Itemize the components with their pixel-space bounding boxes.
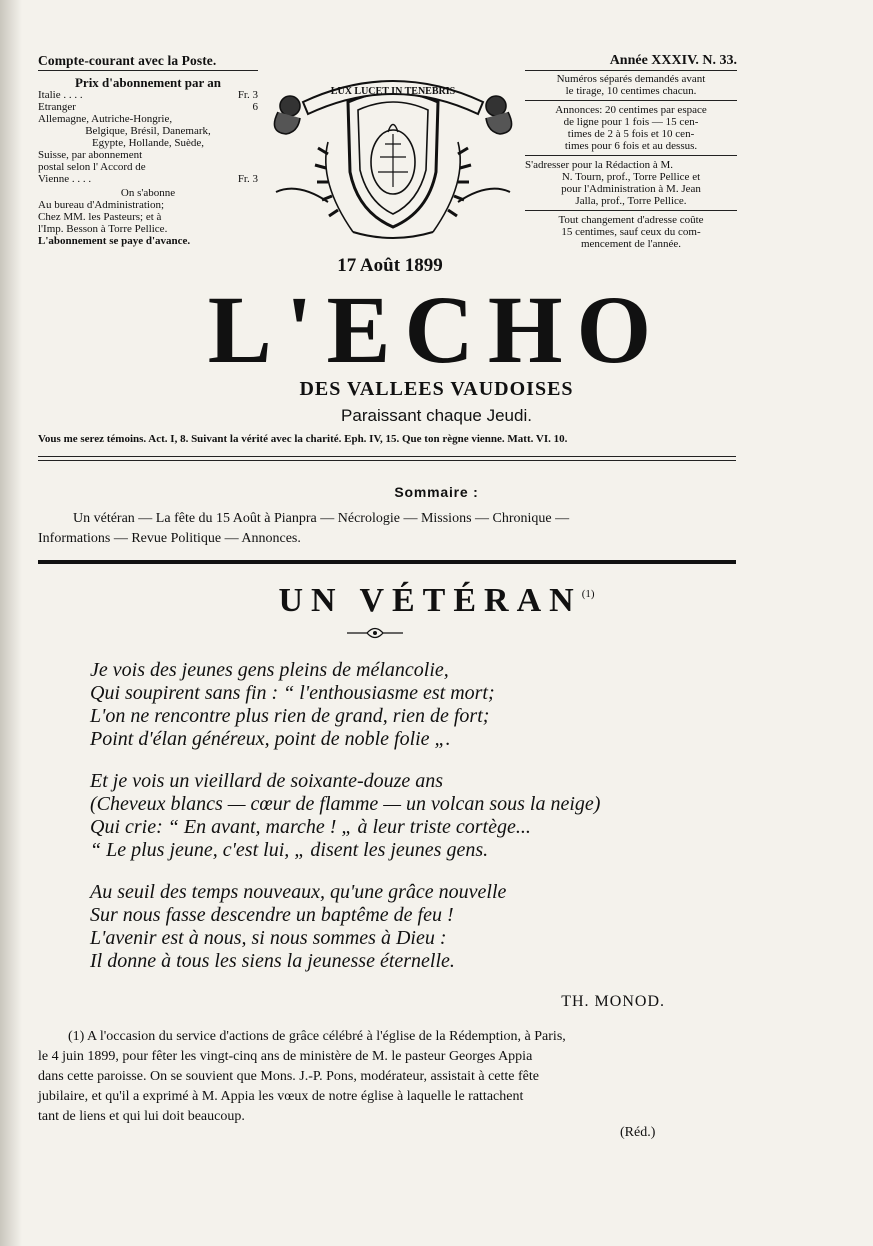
verse: Au seuil des temps nouveaux, qu'une grâce nouvelle xyxy=(90,881,507,903)
subscription-title: Prix d'abonnement par an xyxy=(74,75,222,90)
rate-label: Etranger xyxy=(38,101,76,113)
ornament-icon xyxy=(345,624,405,642)
issue-date: 17 Août 1899 xyxy=(337,255,443,276)
office-line: Au bureau d'Administration; xyxy=(38,199,165,211)
rate-row xyxy=(38,101,258,113)
divider xyxy=(38,560,736,564)
newspaper-title: L'ECHO xyxy=(207,276,666,383)
address-line: S'adresser pour la Rédaction à M. xyxy=(525,159,673,171)
subscription-info xyxy=(38,55,258,247)
publication-frequency: Paraissant chaque Jeudi. xyxy=(341,406,532,425)
divider xyxy=(38,456,736,457)
scripture-motto: Vous me serez témoins. Act. I, 8. Suivant la vérité avec la charité. Eph. IV, 15. Que ton règne vienne. Matt. VI. 10. xyxy=(38,433,568,445)
summary-title: Sommaire : xyxy=(394,484,479,500)
address-info xyxy=(525,159,737,207)
stanza xyxy=(90,770,600,862)
verse: Point d'élan généreux, point de noble folie „. xyxy=(90,728,451,750)
footnote-line: dans cette paroisse. On se souvient que Mons. J.-P. Pons, modérateur, assistait à cette fête xyxy=(38,1069,539,1084)
address-line: Jalla, prof., Torre Pellice. xyxy=(575,195,687,207)
emblem-motto: LUX LUCET IN TENEBRIS xyxy=(330,86,456,97)
verse: L'on ne rencontre plus rien de grand, rien de fort; xyxy=(90,705,490,727)
stanza xyxy=(90,659,600,751)
footnote-line: tant de liens et qui lui doit beaucoup. xyxy=(38,1109,245,1124)
rate-value: Fr. 3 xyxy=(237,89,258,101)
office-line: l'Imp. Besson à Torre Pellice. xyxy=(38,223,168,235)
countries-line: Egypte, Hollande, Suède, xyxy=(91,137,205,149)
countries-line: Allemagne, Autriche-Hongrie, xyxy=(38,113,173,125)
summary-line: Informations — Revue Politique — Annonces. xyxy=(38,531,301,546)
change-line: Tout changement d'adresse coûte xyxy=(558,214,704,226)
footnote-line: le 4 juin 1899, pour fêter les vingt-cinq ans de ministère de M. le pasteur Georges Appia xyxy=(38,1049,533,1064)
ads-line: times de 2 à 5 fois et 10 cen- xyxy=(567,128,695,140)
rate-value: 6 xyxy=(252,101,258,113)
rate-label: Vienne . . . . xyxy=(38,173,92,185)
verse: Sur nous fasse descendre un baptême de feu ! xyxy=(90,904,454,926)
footnote-signature: (Réd.) xyxy=(620,1125,656,1140)
ads-line: times pour 6 fois et au dessus. xyxy=(564,140,698,152)
emblem-icon xyxy=(268,62,518,247)
rate-label: Italie . . . . xyxy=(38,89,83,101)
year-number: Année XXXIV. N. 33. xyxy=(609,53,737,68)
paper-edge-shadow xyxy=(0,0,22,1246)
ads-line: Annonces: 20 centimes par espace xyxy=(555,104,707,116)
poem xyxy=(90,659,600,992)
single-issue-line: Numéros séparés demandés avant xyxy=(556,73,706,85)
divider xyxy=(525,70,737,71)
ads-rates xyxy=(525,104,737,152)
ads-line: de ligne pour 1 fois — 15 cen- xyxy=(563,116,699,128)
verse: Qui crie: “ En avant, marche ! „ à leur triste cortège... xyxy=(90,816,531,838)
newspaper-subtitle: DES VALLEES VAUDOISES xyxy=(299,378,574,400)
change-line: 15 centimes, sauf ceux du com- xyxy=(561,226,701,238)
office-line: Chez MM. les Pasteurs; et à xyxy=(38,211,162,223)
footnote xyxy=(38,1027,738,1127)
countries-line: postal selon l' Accord de xyxy=(38,161,146,173)
account-line: Compte-courant avec la Poste. xyxy=(38,53,217,68)
footnote-line: jubilaire, et qu'il a exprimé à M. Appia les vœux de notre église à laquelle le rattachent xyxy=(38,1089,524,1104)
change-line: mencement de l'année. xyxy=(580,238,681,250)
divider xyxy=(525,100,737,101)
verse: (Cheveux blancs — cœur de flamme — un volcan sous la neige) xyxy=(90,793,601,815)
address-change xyxy=(525,214,737,250)
divider xyxy=(525,155,737,156)
article-title xyxy=(0,582,873,620)
address-line: pour l'Administration à M. Jean xyxy=(561,183,701,195)
rate-row xyxy=(38,89,258,101)
countries-line: Suisse, par abonnement xyxy=(38,149,143,161)
verse: Il donne à tous les siens la jeunesse éternelle. xyxy=(90,950,455,972)
divider xyxy=(38,70,258,71)
divider xyxy=(525,210,737,211)
verse: Je vois des jeunes gens pleins de mélancolie, xyxy=(90,659,449,681)
verse: Qui soupirent sans fin : “ l'enthousiasme est mort; xyxy=(90,682,495,704)
verse: Et je vois un vieillard de soixante-douze ans xyxy=(90,770,444,792)
single-issue-line: le tirage, 10 centimes chacun. xyxy=(565,85,697,97)
address-line: N. Tourn, prof., Torre Pellice et xyxy=(561,171,701,183)
verse: “ Le plus jeune, c'est lui, „ disent les jeunes gens. xyxy=(90,839,489,861)
article-title-text: UN VÉTÉRAN xyxy=(278,582,582,619)
footnote-line: (1) A l'occasion du service d'actions de grâce célébré à l'église de la Rédemption, à Paris, xyxy=(68,1029,566,1044)
countries-line: Belgique, Brésil, Danemark, xyxy=(85,125,211,137)
poem-author: TH. MONOD. xyxy=(561,993,665,1010)
rate-value: Fr. 3 xyxy=(237,173,258,185)
footnote-mark: (1) xyxy=(581,588,595,600)
rate-row xyxy=(38,173,258,185)
issue-info xyxy=(525,55,737,250)
summary-contents xyxy=(38,509,738,549)
summary-line: Un vétéran — La fête du 15 Août à Pianpra — Nécrologie — Missions — Chronique — xyxy=(73,511,570,526)
subscribe-heading: On s'abonne xyxy=(120,187,176,199)
divider xyxy=(38,460,736,461)
verse: L'avenir est à nous, si nous sommes à Dieu : xyxy=(90,927,447,949)
advance-line: L'abonnement se paye d'avance. xyxy=(38,235,191,247)
stanza xyxy=(90,881,600,973)
